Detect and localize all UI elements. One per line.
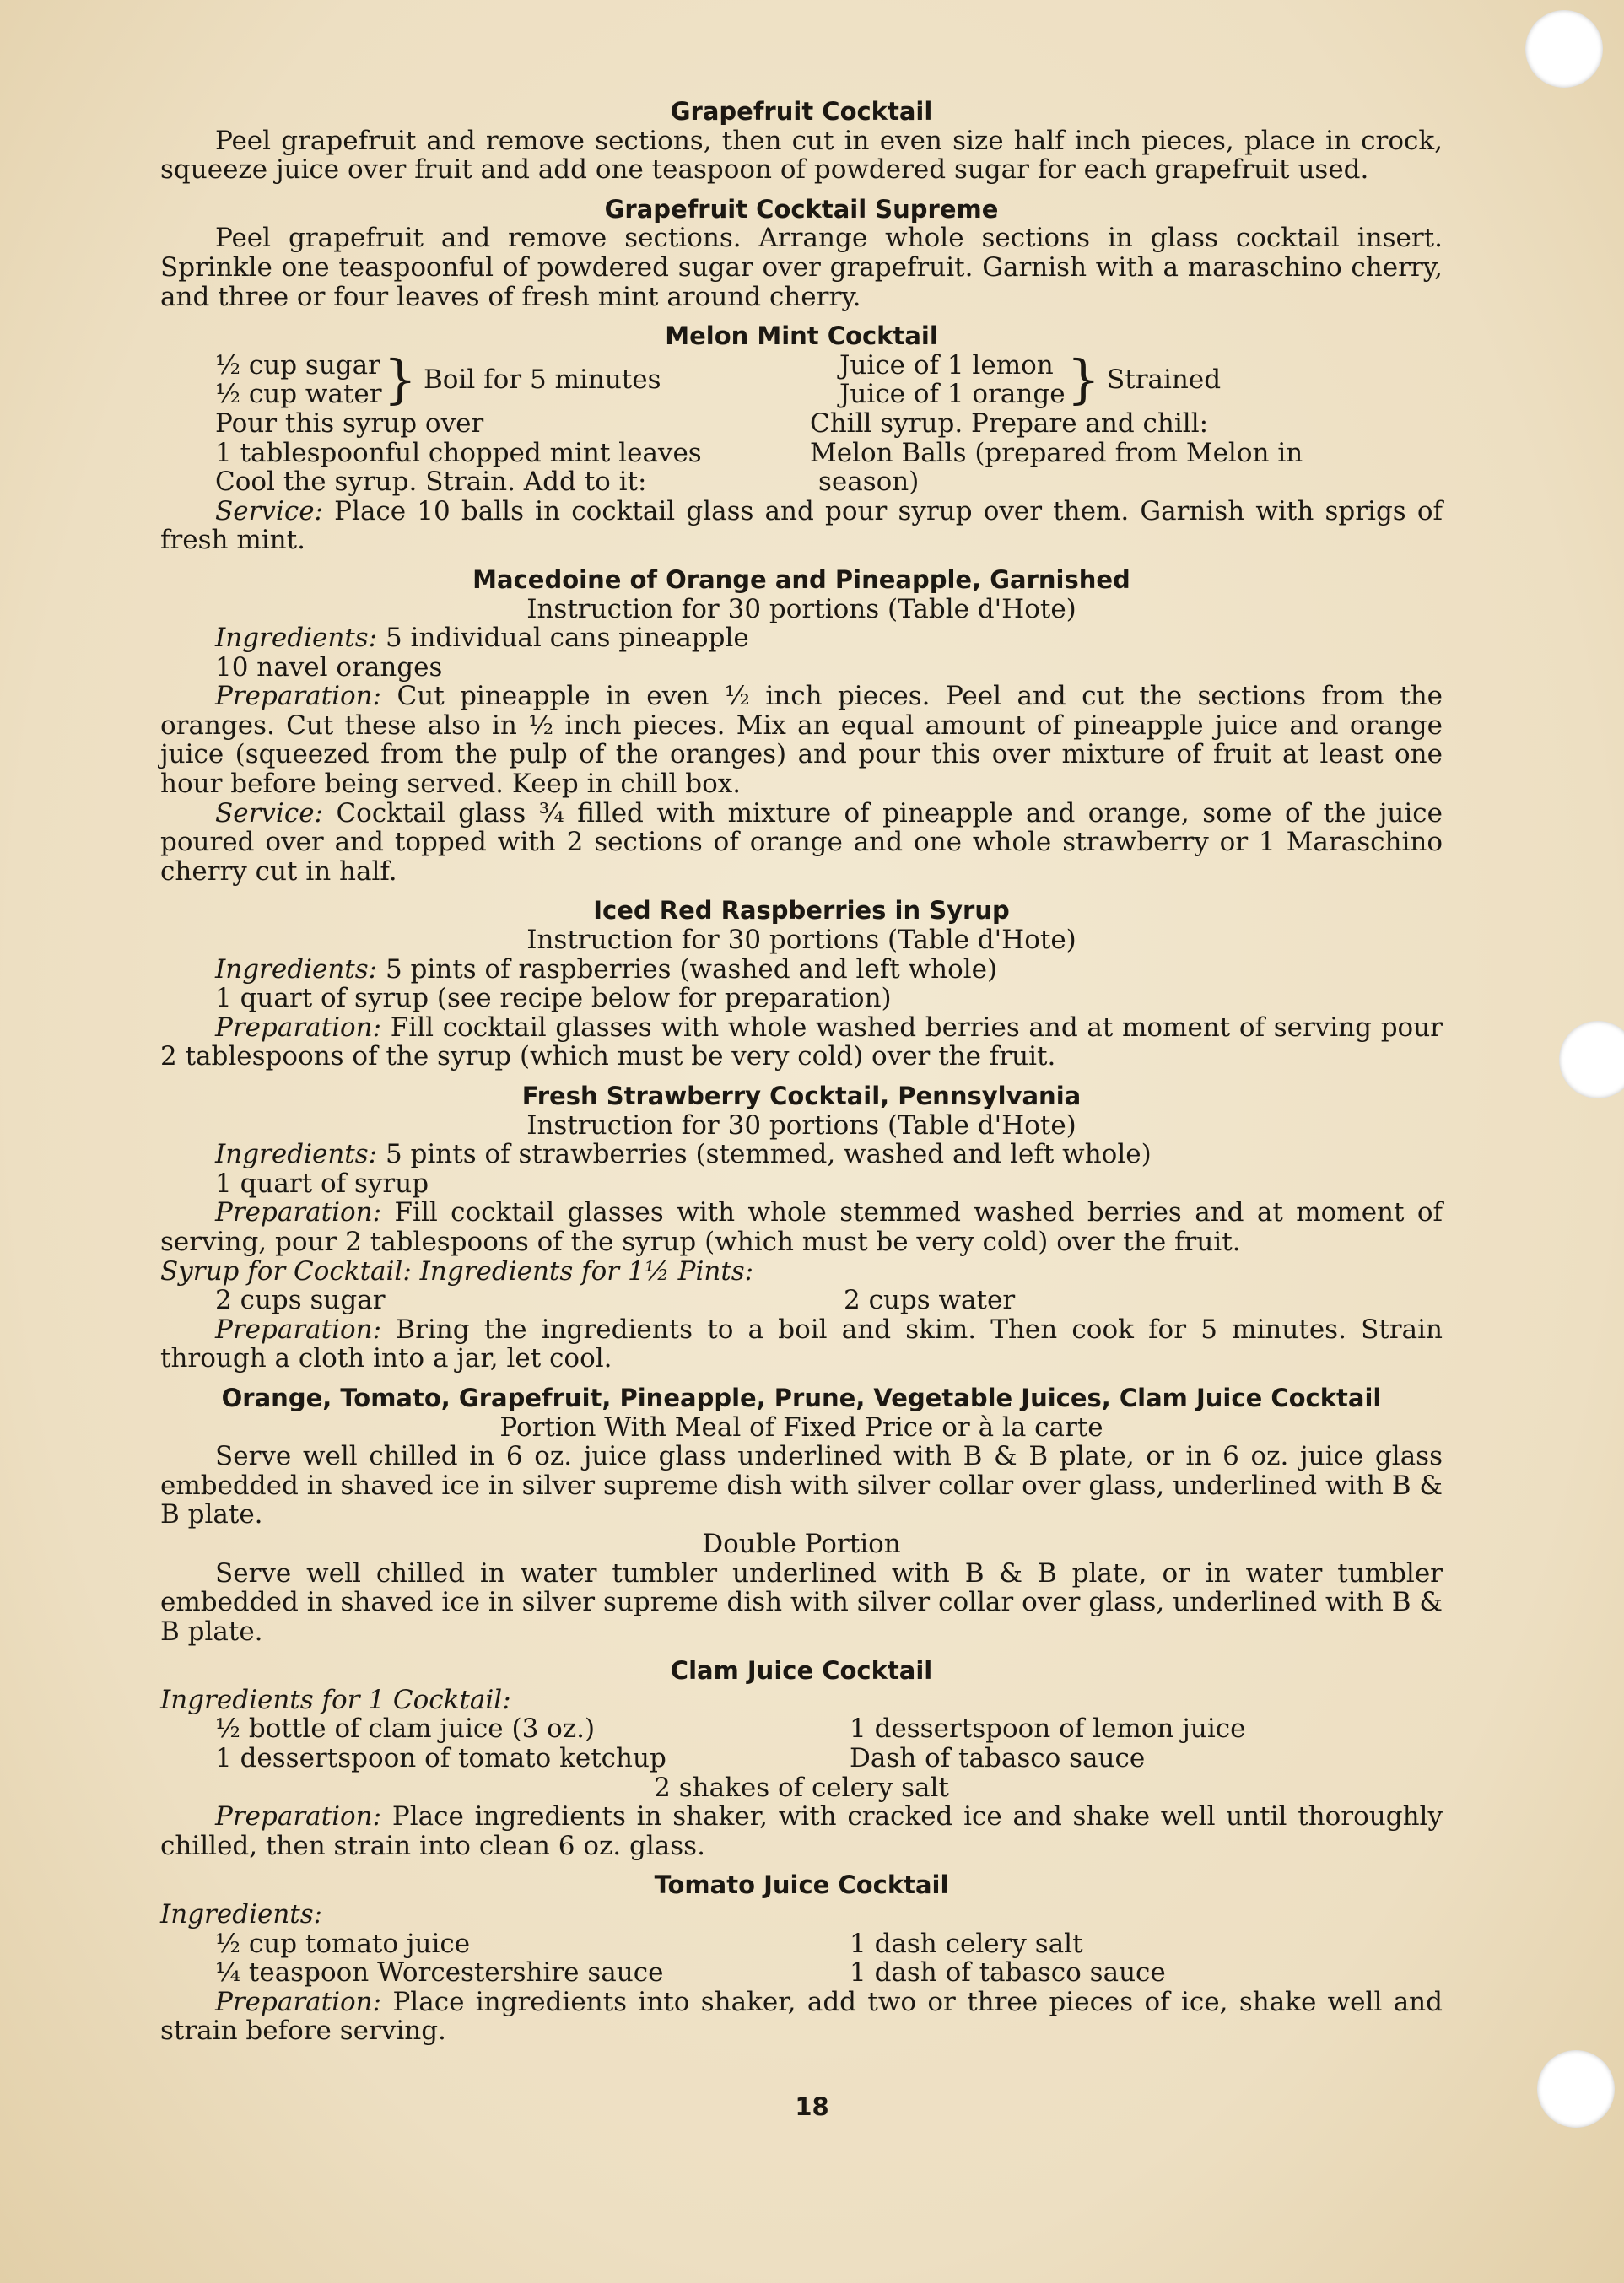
juices-text1: Serve well chilled in 6 oz. juice glass underlined with B & B plate, or in 6 oz. juice glass embedded in shaved ice in silver supreme dish with silver collar over glass, underlined with B & B plate. — [160, 1441, 1443, 1530]
melon-strained: Strained — [1107, 364, 1222, 396]
punch-hole-middle — [1559, 1021, 1624, 1098]
strawberry-ingredients — [160, 1140, 1443, 1169]
ingredients-label: Ingredients: — [215, 1139, 378, 1170]
juices-text2: Serve well chilled in water tumbler underlined with B & B plate, or in water tumbler embedded in shaved ice in silver supreme dish with silver collar over glass, underlined with B & B plate. — [160, 1557, 1443, 1647]
strawberry-portions: Instruction for 30 portions (Table d'Hote) — [526, 1109, 1076, 1141]
melon-lemon: Juice of 1 lemon — [839, 349, 1054, 380]
tomato-row-1 — [160, 1929, 1443, 1959]
supreme-text: Peel grapefruit and remove sections. Arrange whole sections in glass cocktail insert. Sprinkle one teaspoonful of powdered sugar over grapefruit. Garnish with a maraschino cherry, and three or four leaves of fresh mint around cherry. — [160, 223, 1443, 312]
clam-b1: 1 dessertspoon of lemon juice — [850, 1714, 1246, 1745]
preparation-label: Preparation: — [215, 681, 382, 712]
tomato-prep — [160, 1988, 1443, 2046]
syrup-ingredients — [160, 1286, 1443, 1315]
melon-balls: Melon Balls (prepared from Melon in — [810, 437, 1303, 468]
melon-water: ½ cup water — [215, 379, 382, 410]
tomato-a2: ¼ teaspoon Worcestershire sauce — [215, 1957, 664, 1989]
macedoine-title: Macedoine of Orange and Pineapple, Garnished — [472, 564, 1130, 594]
syrup-prep-text: Bring the ingredients to a boil and skim. Then cook for 5 minutes. Strain through a cloth into a jar, let cool. — [160, 1314, 1443, 1374]
melon-ingredients — [160, 348, 1443, 411]
brace-icon: } — [1066, 348, 1101, 411]
tomato-b2: 1 dash of tabasco sauce — [850, 1957, 1166, 1989]
ingredients-label: Ingredients: — [215, 623, 378, 654]
macedoine-prep — [160, 682, 1443, 798]
melon-pour: Pour this syrup over — [215, 407, 484, 439]
syrup-label: Syrup for Cocktail: Ingredients for 1½ Pints: — [160, 1255, 754, 1287]
preparation-label: Preparation: — [215, 1801, 382, 1832]
macedoine-service — [160, 799, 1443, 887]
raspberries-title: Iced Red Raspberries in Syrup — [593, 896, 1010, 926]
raspberries-prep-text: Fill cocktail glasses with whole washed berries and at moment of serving pour 2 tablespoons of the syrup (which must be very cold) over the fruit. — [160, 1012, 1443, 1072]
preparation-label: Preparation: — [215, 1012, 382, 1043]
melon-row-1 — [160, 409, 1443, 439]
melon-cool: Cool the syrup. Strain. Add to it: — [215, 467, 647, 498]
melon-season: season) — [818, 467, 920, 498]
clam-a2: 1 dessertspoon of tomato ketchup — [215, 1743, 666, 1774]
macedoine-prep-text: Cut pineapple in even ½ inch pieces. Peel and cut the sections from the oranges. Cut these also in ½ inch pieces. Mix an equal amount of pineapple juice and orange juice (squeezed from the pulp of the oranges) and pour this over mixture of fruit at least one hour before being served. Keep in chill box. — [160, 681, 1443, 800]
strawberry-prep-text: Fill cocktail glasses with whole stemmed washed berries and at moment of serving, pour 2 tablespoons of the syrup (which must be very cold) over the fruit. — [160, 1197, 1443, 1257]
grapefruit-title: Grapefruit Cocktail — [670, 97, 933, 126]
clam-b2: Dash of tabasco sauce — [850, 1743, 1146, 1774]
service-label: Service: — [215, 797, 323, 828]
tomato-prep-text: Place ingredients into shaker, add two or three pieces of ice, shake well and strain before serving. — [160, 1986, 1443, 2047]
preparation-label: Preparation: — [215, 1986, 382, 2017]
clam-prep — [160, 1802, 1443, 1860]
tomato-title: Tomato Juice Cocktail — [654, 1870, 949, 1900]
macedoine-ing1: 5 individual cans pineapple — [385, 623, 749, 654]
juices-double: Double Portion — [702, 1528, 901, 1559]
service-label: Service: — [215, 495, 323, 526]
melon-boil: Boil for 5 minutes — [424, 364, 661, 396]
supreme-title: Grapefruit Cocktail Supreme — [604, 194, 999, 224]
clam-salt: 2 shakes of celery salt — [654, 1772, 949, 1803]
strawberry-ing2: 1 quart of syrup — [215, 1168, 429, 1199]
strawberry-ing1: 5 pints of strawberries (stemmed, washed and left whole) — [385, 1139, 1152, 1170]
melon-sugar: ½ cup sugar — [215, 349, 380, 380]
strawberry-title: Fresh Strawberry Cocktail, Pennsylvania — [521, 1082, 1082, 1110]
clam-prep-text: Place ingredients in shaker, with cracked ice and shake well until thoroughly chilled, then strain into clean 6 oz. glass. — [160, 1801, 1443, 1861]
punch-hole-top — [1525, 10, 1603, 88]
clam-a1: ½ bottle of clam juice (3 oz.) — [215, 1714, 596, 1745]
macedoine-portions: Instruction for 30 portions (Table d'Hote) — [526, 593, 1076, 624]
melon-service-text: Place 10 balls in cocktail glass and pour syrup over them. Garnish with sprigs of fresh mint. — [160, 495, 1443, 556]
juices-portion: Portion With Meal of Fixed Price or à la carte — [499, 1411, 1103, 1443]
raspberries-ingredients — [160, 955, 1443, 985]
tomato-b1: 1 dash celery salt — [850, 1928, 1083, 1959]
melon-orange: Juice of 1 orange — [839, 379, 1066, 410]
tomato-row-2 — [160, 1958, 1443, 1988]
preparation-label: Preparation: — [215, 1314, 382, 1345]
raspberries-ing1: 5 pints of raspberries (washed and left whole) — [385, 953, 998, 985]
preparation-label: Preparation: — [215, 1197, 382, 1228]
macedoine-ingredients — [160, 623, 1443, 653]
syrup-prep — [160, 1315, 1443, 1374]
raspberries-ing2: 1 quart of syrup (see recipe below for preparation) — [215, 983, 892, 1014]
tomato-ingredients-label: Ingredients: — [160, 1899, 323, 1930]
melon-service — [160, 497, 1443, 555]
ingredients-label: Ingredients: — [215, 953, 378, 985]
clam-row-2 — [160, 1744, 1443, 1773]
melon-row-2 — [160, 439, 1443, 468]
melon-mint: 1 tablespoonful chopped mint leaves — [215, 437, 702, 468]
syrup-sugar: 2 cups sugar — [215, 1285, 386, 1316]
tomato-a1: ½ cup tomato juice — [215, 1928, 471, 1959]
melon-title: Melon Mint Cocktail — [665, 321, 938, 351]
clam-title: Clam Juice Cocktail — [670, 1656, 933, 1686]
raspberries-portions: Instruction for 30 portions (Table d'Hote) — [526, 925, 1076, 956]
raspberries-prep — [160, 1013, 1443, 1071]
clam-row-1 — [160, 1714, 1443, 1744]
macedoine-service-text: Cocktail glass ¾ filled with mixture of pineapple and orange, some of the juice poured over and topped with 2 sections of orange and one whole strawberry or 1 Maraschino cherry cut in half. — [160, 797, 1443, 887]
brace-icon: } — [383, 348, 418, 411]
grapefruit-text: Peel grapefruit and remove sections, then cut in even size half inch pieces, place in crock, squeeze juice over fruit and add one teaspoon of powdered sugar for each grapefruit used. — [160, 125, 1443, 186]
recipe-content — [160, 97, 1443, 2046]
syrup-water: 2 cups water — [844, 1285, 1016, 1316]
strawberry-prep — [160, 1198, 1443, 1256]
juices-title: Orange, Tomato, Grapefruit, Pineapple, Prune, Vegetable Juices, Clam Juice Cocktail — [221, 1383, 1382, 1412]
melon-row-3 — [160, 467, 1443, 497]
macedoine-ing2: 10 navel oranges — [215, 651, 443, 683]
clam-ingredients-label: Ingredients for 1 Cocktail: — [160, 1684, 511, 1715]
page-number: 18 — [795, 2092, 829, 2121]
melon-chill: Chill syrup. Prepare and chill: — [810, 407, 1209, 439]
